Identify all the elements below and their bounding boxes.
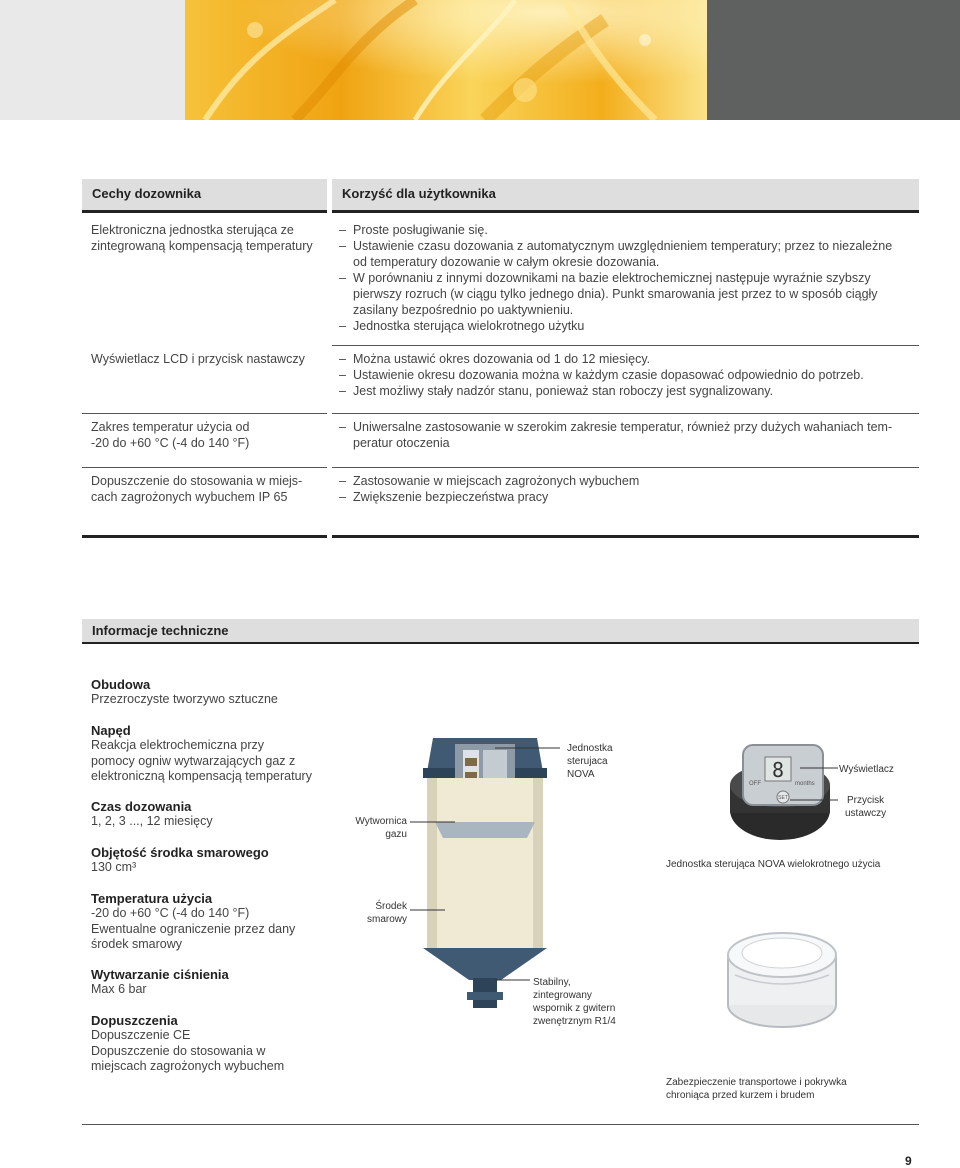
spec-value: Przezroczyste tworzywo sztuczne	[91, 692, 278, 706]
caption-nova-reusable: Jednostka sterująca NOVA wielokrotnego użycia	[666, 859, 881, 870]
row-divider	[82, 467, 327, 468]
caption-bracket	[533, 976, 616, 1028]
spec-label: Obudowa	[91, 677, 151, 692]
spec-value: Reakcja elektrochemiczna przy	[91, 738, 264, 752]
caption-line: sterujaca	[567, 756, 608, 767]
benefit-item: – Ustawienie czasu dozowania z automatycznym uwzględnieniem temperatury; przez to niezależne	[339, 238, 919, 254]
caption-line: Środek	[375, 901, 407, 912]
feature-line: zintegrowaną kompensacją temperatury	[91, 239, 313, 253]
caption-line: ustawczy	[845, 808, 887, 819]
spec-value: Dopuszczenie CE	[91, 1028, 191, 1042]
benefit-item: pierwszy rozruch (w ciągu tylko jednego dnia). Punkt smarowania jest przez to w sposób ciągły	[353, 287, 878, 301]
benefit-item: – Zwiększenie bezpieczeństwa pracy	[339, 489, 919, 505]
caption-transport-cap	[666, 1076, 847, 1102]
feature-line: Elektroniczna jednostka sterująca ze	[91, 223, 294, 237]
spec-label: Temperatura użycia	[91, 891, 213, 906]
row-divider	[332, 413, 919, 414]
banner-left-panel	[0, 0, 185, 120]
caption-line: Przycisk	[846, 795, 885, 806]
spec-value: elektroniczną kompensacją temperatury	[91, 769, 312, 783]
feature-line: Zakres temperatur użycia od	[91, 420, 250, 434]
spec-volume	[91, 845, 269, 876]
benefit-item: peratur otoczenia	[353, 436, 450, 450]
nova-callout-lines	[780, 760, 840, 810]
feature-row-2	[91, 351, 326, 367]
feature-line: cach zagrożonych wybuchem IP 65	[91, 490, 288, 504]
feature-line: -20 do +60 °C (-4 do 140 °F)	[91, 436, 250, 450]
caption-line: Zabezpieczenie transportowe i pokrywka	[666, 1077, 847, 1088]
caption-lubricant	[340, 900, 407, 926]
benefits-row-4	[339, 473, 919, 505]
feature-line: Dopuszczenie do stosowania w miejs-	[91, 474, 303, 488]
benefits-row-1	[339, 222, 919, 334]
spec-label: Wytwarzanie ciśnienia	[91, 967, 229, 982]
table-header-features: Cechy dozownika	[82, 179, 327, 213]
spec-drive	[91, 723, 351, 785]
benefit-item: – Uniwersalne zastosowanie w szerokim zakresie temperatur, również przy dużych wahaniach tem-	[339, 419, 919, 435]
spec-label: Napęd	[91, 723, 131, 738]
benefit-item: – Ustawienie okresu dozowania można w każdym czasie dopasować odpowiednio do potrzeb.	[339, 367, 919, 383]
spec-value: Dopuszczenie do stosowania w	[91, 1043, 266, 1058]
transport-cap-image	[725, 915, 840, 1035]
row-divider	[332, 345, 919, 346]
feature-row-4	[91, 473, 326, 505]
benefit-item: – Można ustawić okres dozowania od 1 do 12 miesięcy.	[339, 351, 919, 367]
caption-line: smarowy	[366, 914, 407, 925]
spec-label: Dopuszczenia	[91, 1013, 178, 1028]
benefit-item: zasilany bezpośrednio po uaktywnieniu.	[353, 303, 574, 317]
benefit-item: – Jest możliwy stały nadzór stanu, ponieważ stan roboczy jest sygnalizowany.	[339, 383, 919, 399]
months-label: months	[795, 781, 815, 787]
feature-row-1	[91, 222, 326, 254]
spec-label: Czas dozowania	[91, 799, 192, 814]
caption-line: Stabilny,	[533, 977, 571, 988]
banner-oil-image	[185, 0, 707, 120]
table-bottom-rule	[82, 535, 327, 538]
caption-line: Jednostka	[567, 743, 613, 754]
row-divider	[332, 467, 919, 468]
footer-rule	[82, 1124, 919, 1125]
table-bottom-rule	[332, 535, 919, 538]
caption-line: zintegrowany	[533, 990, 592, 1001]
spec-value: Ewentualne ograniczenie przez dany	[91, 921, 296, 936]
spec-value: miejscach zagrożonych wybuchem	[91, 1059, 285, 1073]
spec-temperature	[91, 891, 351, 953]
caption-line: Wytwornica	[355, 816, 407, 827]
benefit-item: od temperatury dozowanie w całym okresie dozowania.	[353, 255, 660, 269]
row-divider	[82, 413, 327, 414]
banner-right-panel	[707, 0, 960, 120]
caption-line: gazu	[385, 829, 407, 840]
caption-control-unit	[567, 742, 613, 781]
benefits-row-3	[339, 419, 919, 451]
caption-line: chroniąca przed kurzem i brudem	[666, 1090, 815, 1101]
feature-line: Wyświetlacz LCD i przycisk nastawczy	[91, 352, 305, 366]
spec-approvals	[91, 1013, 351, 1075]
spec-pressure	[91, 967, 229, 998]
caption-gas-generator	[340, 815, 407, 841]
spec-dosing-time	[91, 799, 213, 830]
benefit-item: – Zastosowanie w miejscach zagrożonych wybuchem	[339, 473, 919, 489]
spec-value: 130 cm³	[91, 860, 137, 874]
benefit-item: – Jednostka sterująca wielokrotnego użytku	[339, 318, 919, 334]
spec-housing	[91, 677, 278, 708]
caption-line: wspornik z gwitern	[533, 1003, 616, 1014]
spec-value: 1, 2, 3 ..., 12 miesięcy	[91, 814, 213, 828]
spec-value: środek smarowy	[91, 937, 182, 951]
set-label: SET	[778, 795, 788, 801]
benefit-item: – Proste posługiwanie się.	[339, 222, 919, 238]
caption-line: zwenętrznym R1/4	[533, 1016, 616, 1027]
tech-info-header: Informacje techniczne	[82, 619, 919, 644]
spec-value: pomocy ogniw wytwarzających gaz z	[91, 753, 296, 768]
table-header-benefits: Korzyść dla użytkownika	[332, 179, 919, 213]
caption-display: Wyświetlacz	[839, 764, 894, 775]
page-number: 9	[905, 1154, 912, 1168]
spec-value: -20 do +60 °C (-4 do 140 °F)	[91, 906, 250, 920]
benefit-item: – W porównaniu z innymi dozownikami na bazie elektrochemicznej następuje wyraźnie szybszy	[339, 270, 919, 286]
callout-lines	[395, 740, 565, 1000]
spec-value: Max 6 bar	[91, 982, 147, 996]
caption-setting-button	[845, 794, 886, 820]
spec-label: Objętość środka smarowego	[91, 845, 269, 860]
off-label: OFF	[749, 781, 761, 787]
lcd-digit: 8	[771, 758, 785, 782]
feature-row-3	[91, 419, 326, 451]
benefits-row-2	[339, 351, 919, 399]
caption-line: NOVA	[567, 769, 595, 780]
